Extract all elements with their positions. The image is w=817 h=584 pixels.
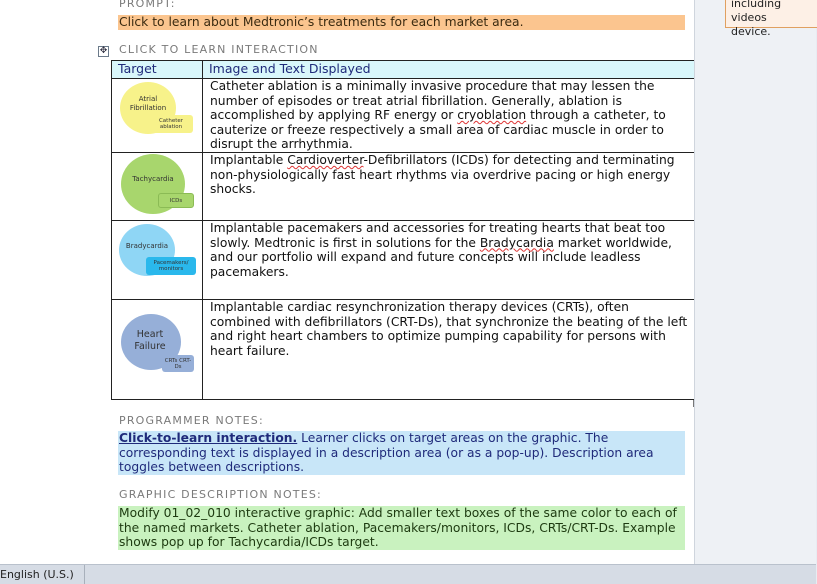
circle-label: Atrial Fibrillation [129,95,167,112]
table-move-handle-icon[interactable]: ✥ [99,46,108,56]
comment-balloon[interactable]: including videos device. [725,0,817,28]
graphic-notes-text[interactable]: Modify 01_02_010 interactive graphic: Add smaller text boxes of the same color to each of the named markets. Catheter ablation, Pacemakers/monitors, ICDs, CRTs/CRT-Ds. Example shows pop up for Tachycardia/ICDs target. [118,506,685,550]
target-cell-atrial-fibrillation[interactable] [112,79,203,153]
column-header-target: Target [112,61,203,79]
target-cell-bradycardia[interactable] [112,221,203,300]
description-cell: Implantable cardiac resynchronization therapy devices (CRTs), often combined with defibrillators (CRT-Ds), that synchronize the beating of the left and right heart chambers to optimize pumping capability for persons with heart failure. [203,300,696,400]
prompt-label: PROMPT: [119,0,176,10]
interaction-table [111,60,696,400]
icds-tag[interactable]: ICDs [158,193,194,208]
column-header-image-text: Image and Text Displayed [203,61,696,79]
language-indicator[interactable]: English (U.S.) [0,565,85,584]
prompt-text[interactable]: Click to learn about Medtronic’s treatments for each market area. [118,15,685,30]
table-row [112,221,696,300]
click-to-learn-link[interactable]: Click-to-learn interaction. [119,431,298,445]
table-row [112,153,696,221]
interaction-label: CLICK TO LEARN INTERACTION [119,43,319,56]
table-row [112,79,696,153]
graphic-notes-label: GRAPHIC DESCRIPTION NOTES: [119,488,322,501]
description-cell: Implantable Cardioverter-Defibrillators (ICDs) for detecting and terminating non-physiologically fast heart rhythms via overdrive pacing or high energy shocks. [203,153,696,221]
circle-label: Bradycardia [125,242,169,250]
crts-crt-ds-tag[interactable]: CRTs CRT-Ds [162,355,194,372]
table-header-row [112,61,696,79]
markup-margin-pane [694,0,816,564]
circle-label: Heart Failure [134,329,166,352]
table-row [112,300,696,400]
description-cell: Implantable pacemakers and accessories for treating hearts that beat too slowly. Medtronic is first in solutions for the Bradycardia market worldwide, and our portfolio will expand and future concepts will include leadless pacemakers. [203,221,696,300]
description-cell: Catheter ablation is a minimally invasive procedure that may lessen the number of episodes or treat atrial fibrillation. Generally, ablation is accomplished by applying RF energy or cryoblation through a catheter, to cauterize or freeze respectively a small area of cardiac muscle in order to disrupt the arrhythmia. [203,79,696,153]
catheter-ablation-tag[interactable]: Catheter ablation [149,115,193,133]
pacemakers-monitors-tag[interactable]: Pacemakers/ monitors [146,257,196,275]
circle-label: Tachycardia [132,175,174,183]
target-cell-heart-failure[interactable] [112,300,203,400]
programmer-notes-text[interactable]: Click-to-learn interaction. Learner clicks on target areas on the graphic. The corresponding text is displayed in a description area (or as a pop-up). Description area toggles between descriptions. [118,431,685,475]
target-cell-tachycardia[interactable] [112,153,203,221]
status-bar [0,564,816,584]
programmer-notes-label: PROGRAMMER NOTES: [119,414,264,427]
